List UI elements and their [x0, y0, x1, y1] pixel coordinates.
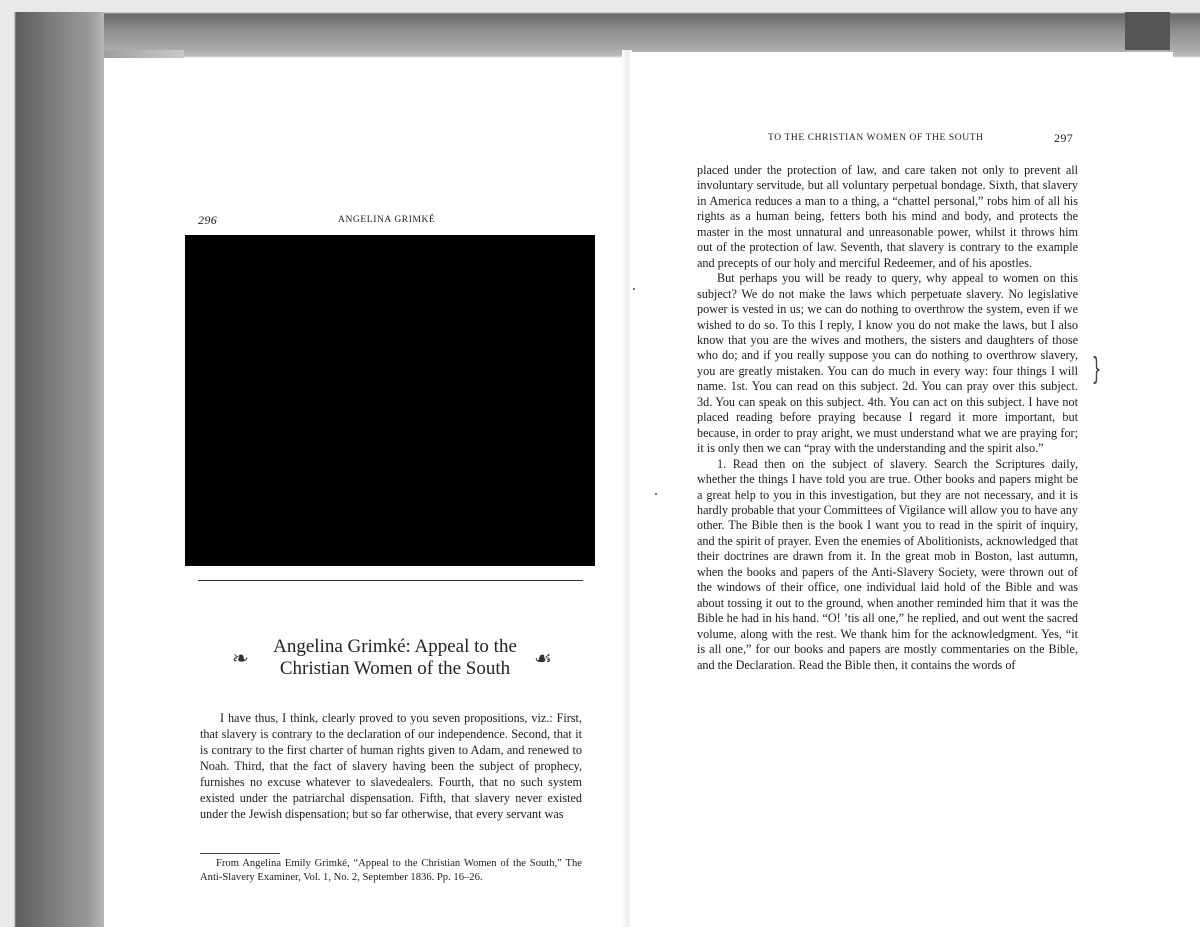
- fleuron-right-icon: ☙: [534, 648, 552, 670]
- right-page-number: 297: [1054, 131, 1074, 145]
- left-body-text: I have thus, I think, clearly proved to you seven propositions, viz.: First, that slavery is contrary to the declaration of our independence. Second, that it is contrary to the first charter of human rights given to Adam, and renewed to Noah. Third, that the fact of slavery having been the subject of prophecy, furnishes no excuse whatever to slavedealers. Fourth, that no such system existed under the patriarchal dispensation. Fifth, that slavery never existed under the Jewish dispensation; but so far otherwise, that every servant was: [200, 711, 582, 821]
- left-page-number: 296: [198, 213, 218, 227]
- scan-shadow-left: [0, 12, 104, 927]
- footnote: From Angelina Emily Grimké, “Appeal to the Christian Women of the South,” The Anti-Slavery Examiner, Vol. 1, No. 2, September 1836. Pp. 16–26.: [200, 858, 582, 883]
- chapter-title-line-1: Angelina Grimké: Appeal to the: [273, 636, 517, 657]
- left-running-head: ANGELINA GRIMKÉ: [338, 215, 436, 225]
- chapter-title: [230, 636, 560, 680]
- margin-bracket-mark: }: [1091, 352, 1102, 387]
- redacted-image-block: [185, 235, 595, 566]
- scan-shadow-right: [1125, 12, 1170, 50]
- fleuron-left-icon: ❧: [232, 648, 249, 670]
- scan-speck: [655, 493, 657, 495]
- book-gutter: [622, 50, 632, 927]
- right-paragraph-2: But perhaps you will be ready to query, why appeal to women on this subject? We do not make the laws which perpetuate slavery. No legislative power is vested in us; we can do nothing to overthrow the system, even if we wished to do so. To this I reply, I know you do not make the laws, but I also know that you are the wives and mothers, the sisters and daughters of those who do; and if you really suppose you can do nothing to overthrow slavery, you are greatly mistaken. You can do much in every way: four things I will name. 1st. You can read on this subject. 2d. You can pray over this subject. 3d. You can speak on this subject. 4th. You can act on this subject. I have not placed reading before praying because I regard it more important, but because, in order to pray aright, we must understand what we are praying for; it is only then we can “pray with the understanding and the spirit also.”: [697, 271, 1078, 456]
- footnote-rule: [200, 853, 280, 854]
- scan-speck: [633, 288, 635, 290]
- right-running-head: TO THE CHRISTIAN WOMEN OF THE SOUTH: [768, 133, 984, 143]
- right-paragraph-3: 1. Read then on the subject of slavery. Search the Scriptures daily, whether the things I have told you are true. Other books and papers might be a great help to you in this investigation, but they are not necessary, and it is hardly probable that your Committees of Vigilance will allow you to have any other. The Bible then is the book I want you to read in the spirit of inquiry, and the spirit of prayer. Even the enemies of Abolitionists, acknowledged that their doctrines are drawn from it. In the great mob in Boston, last autumn, when the books and papers of the Anti-Slavery Society, were thrown out of the windows of their office, one individual laid hold of the Bible and was about tossing it out to the ground, when another reminded him that it was the Bible he had in his hand. “O! ’tis all one,” he replied, and out went the sacred volume, along with the rest. We thank him for the acknowledgment. Yes, “it is all one,” for our books and papers are mostly commentaries on the Bible, and the Declaration. Read the Bible then, it contains the words of: [697, 456, 1078, 672]
- right-paragraph-1: placed under the protection of law, and care taken not only to prevent all involuntary servitude, but all voluntary perpetual bondage. Sixth, that slavery in America reduces a man to a thing, a “chattel personal,” robs him of all his rights as a human being, fetters both his mind and body, and protects the master in the most unnatural and unreasonable power, whilst it throws him out of the protection of law. Seventh, that slavery is contrary to the example and precepts of our holy and merciful Redeemer, and of his apostles.: [697, 163, 1078, 270]
- right-body-text: [697, 163, 1078, 673]
- section-rule: [198, 580, 583, 581]
- chapter-title-line-2: Christian Women of the South: [279, 658, 511, 679]
